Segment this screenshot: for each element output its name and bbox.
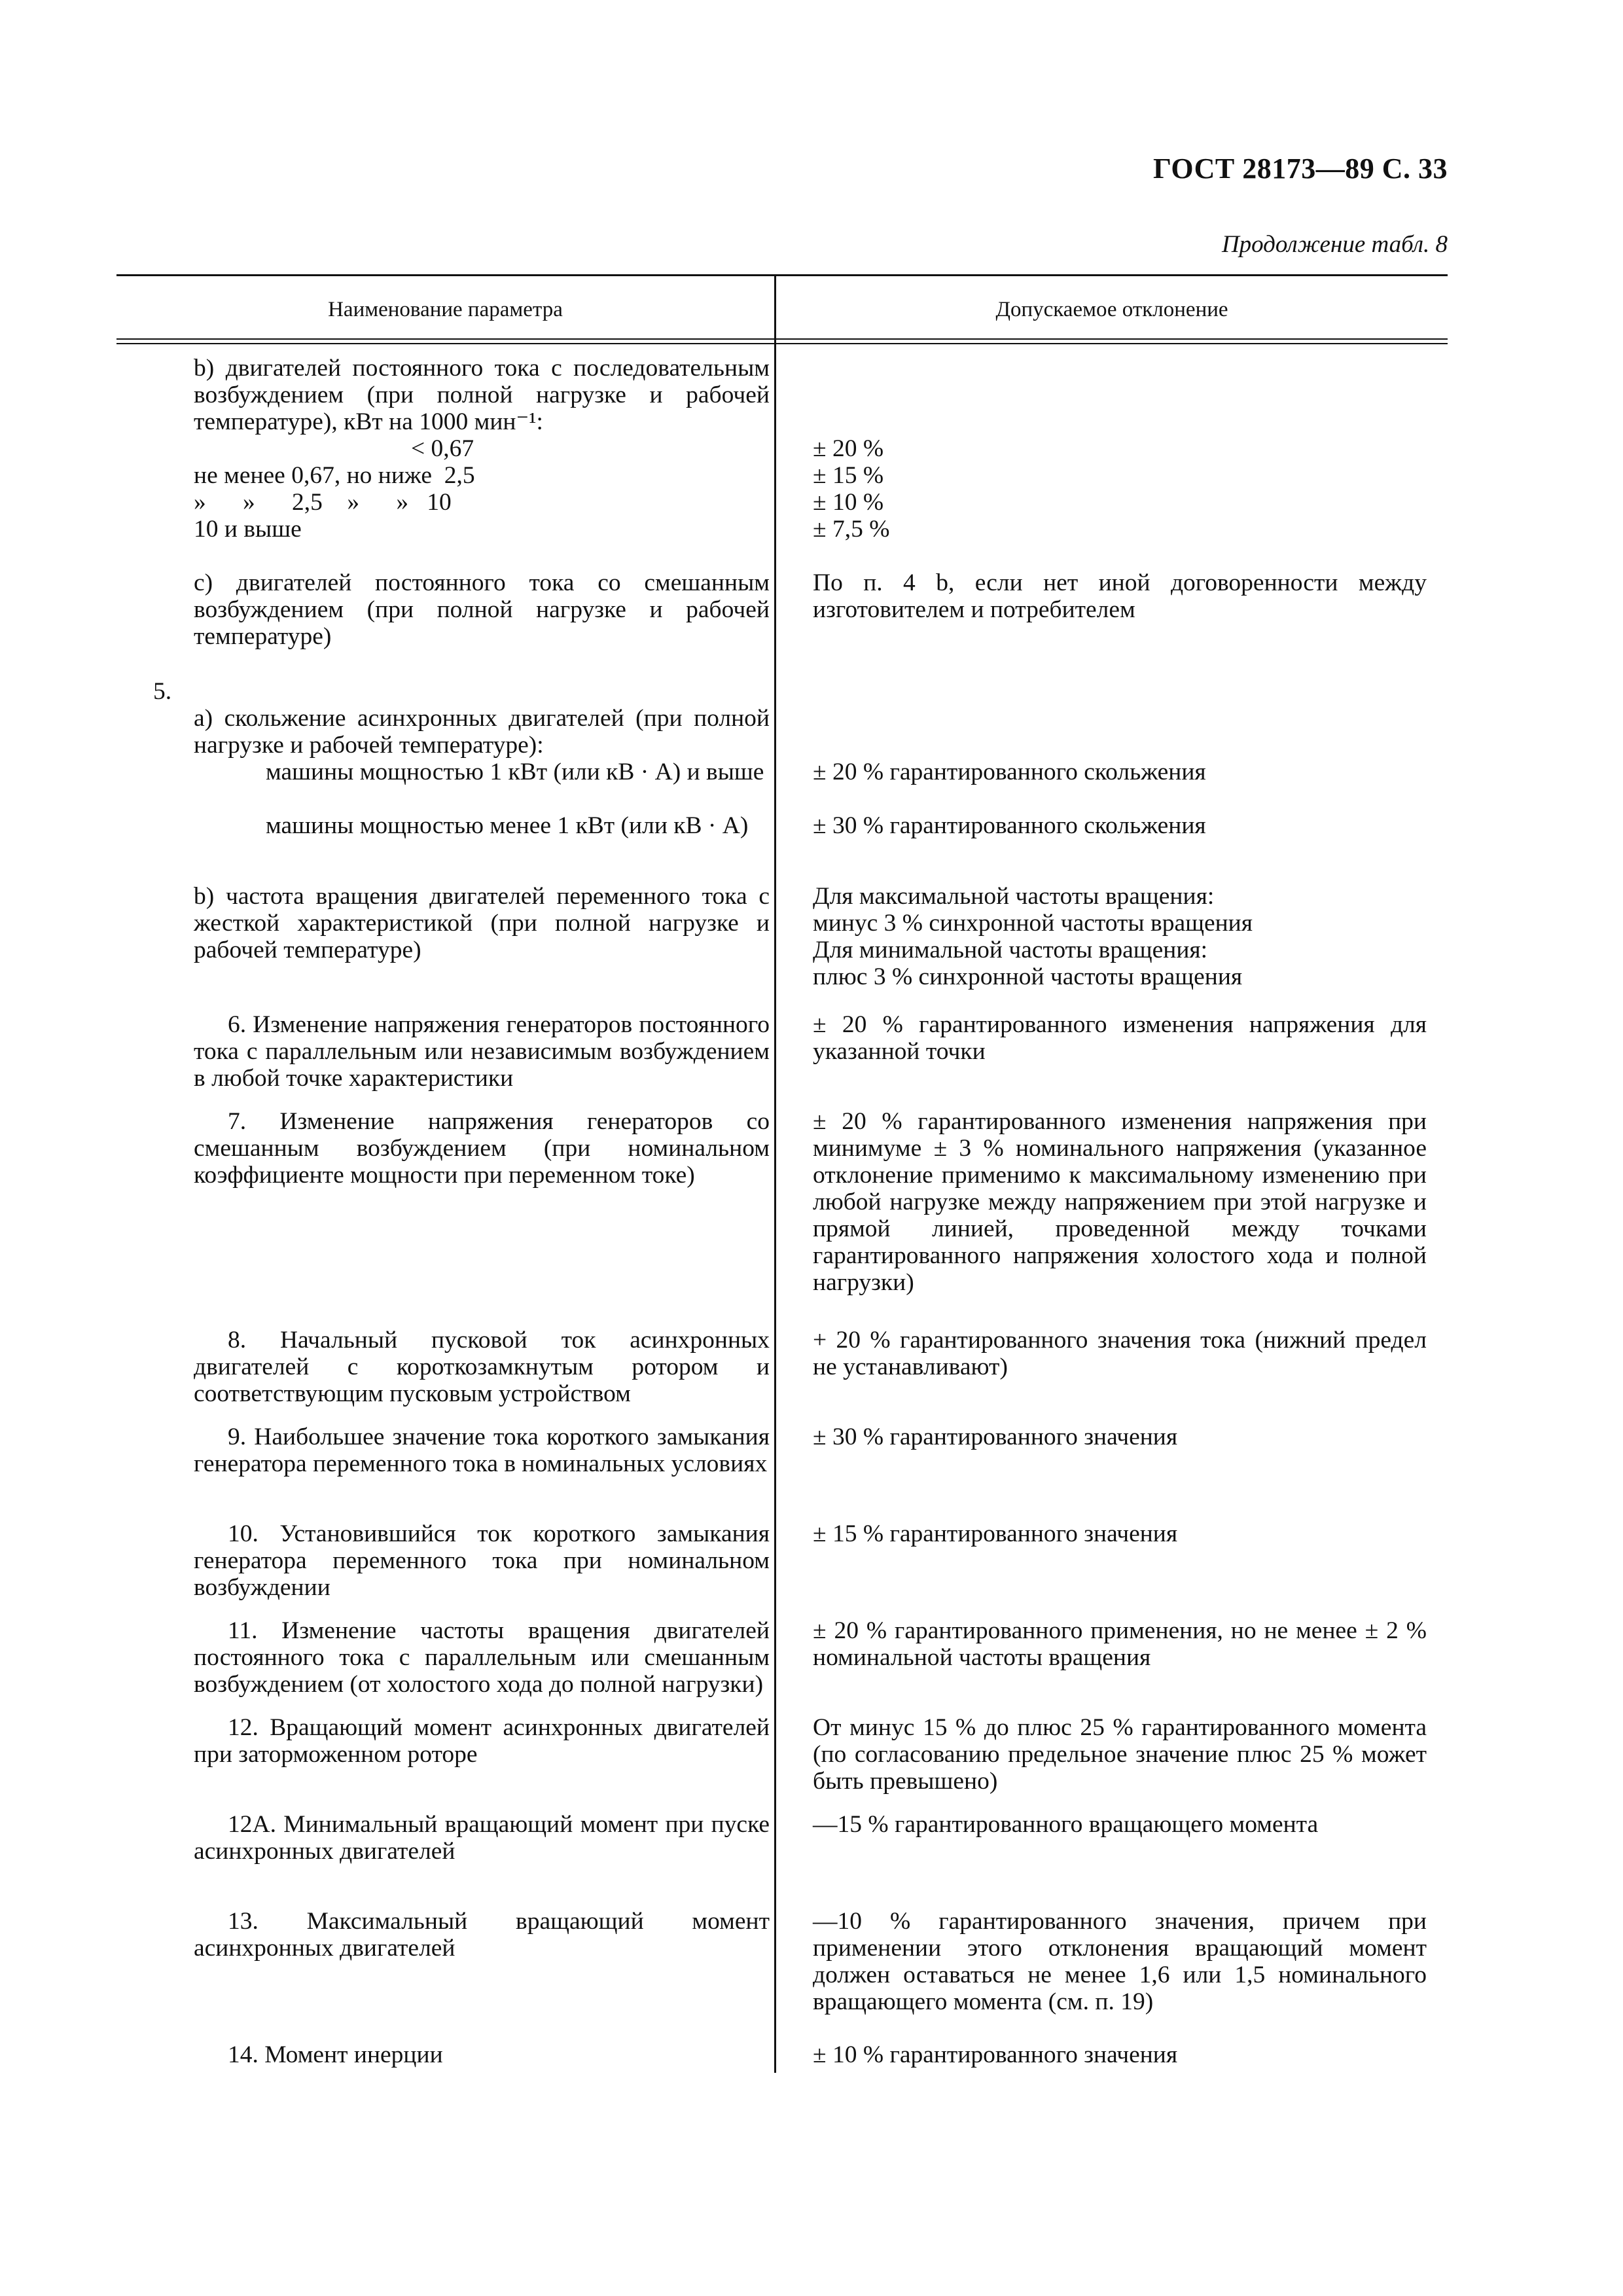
tolerance-4b-list (813, 435, 1427, 543)
tolerance-5b-list (813, 883, 1427, 990)
param-4c: с) двигателей постоянного тока со смешанным возбуждением (при полной нагрузке и рабочей температуре) (194, 569, 770, 650)
table-top-rule (116, 274, 1448, 276)
tolerance-14: ± 10 % гарантированного значения (813, 2041, 1178, 2068)
tolerance-10: ± 15 % гарантированного значения (813, 1520, 1178, 1547)
param-10: 10. Установившийся ток короткого замыкания генератора переменного тока при номинальном возбуждении (194, 1520, 770, 1601)
page-header: ГОСТ 28173—89 С. 33 (1152, 152, 1448, 185)
param-5a-sub2: машины мощностью менее 1 кВт (или кВ · А) (266, 812, 749, 839)
tolerance-4b-4: ± 7,5 % (813, 516, 890, 543)
param-9: 9. Наибольшее значение тока короткого замыкания генератора переменного тока в номинальных условиях (194, 1424, 770, 1477)
param-14: 14. Момент инерции (228, 2041, 443, 2068)
tolerance-12: От минус 15 % до плюс 25 % гарантированного момента (по согласованию предельное значение плюс 25 % может быть превышено) (813, 1714, 1427, 1795)
tolerance-4b-2: ± 15 % (813, 462, 884, 489)
param-4b-sub3: » » 2,5 » » 10 (194, 489, 452, 516)
param-12: 12. Вращающий момент асинхронных двигателей при заторможенном роторе (194, 1714, 770, 1768)
param-5b: b) частота вращения двигателей переменного тока с жесткой характеристикой (при полной нагрузке и рабочей температуре) (194, 883, 770, 963)
column-header-parameter: Наименование параметра (328, 298, 563, 321)
tolerance-5a-1: ± 20 % гарантированного скольжения (813, 759, 1206, 785)
param-5a: а) скольжение асинхронных двигателей (при полной нагрузке и рабочей температуре): (194, 705, 770, 759)
tolerance-4b-1: ± 20 % (813, 435, 884, 462)
tolerance-6: ± 20 % гарантированного изменения напряжения для указанной точки (813, 1011, 1427, 1065)
param-4b-sub-list (194, 462, 770, 543)
tolerance-11: ± 20 % гарантированного применения, но не менее ± 2 % номинальной частоты вращения (813, 1617, 1427, 1671)
param-7: 7. Изменение напряжения генераторов со смешанным возбуждением (при номинальном коэффициенте мощности при переменном токе) (194, 1108, 770, 1189)
param-4b: b) двигателей постоянного тока с последовательным возбуждением (при полной нагрузке и рабочей температуре), кВт на 1000 мин⁻¹: (194, 355, 770, 435)
tolerance-4b-3: ± 10 % (813, 489, 884, 516)
param-4b-sub4: 10 и выше (194, 516, 302, 543)
header-rule-lower (116, 343, 1448, 344)
tolerance-5b-2: минус 3 % синхронной частоты вращения (813, 910, 1253, 937)
param-13: 13. Максимальный вращающий момент асинхронных двигателей (194, 1908, 770, 1962)
tolerance-table (116, 274, 1448, 2073)
tolerance-4c: По п. 4 b, если нет иной договоренности между изготовителем и потребителем (813, 569, 1427, 623)
param-6: 6. Изменение напряжения генераторов постоянного тока с параллельным или независимым возбуждением в любой точке характеристики (194, 1011, 770, 1092)
tolerance-5b-3: Для минимальной частоты вращения: (813, 937, 1208, 963)
column-header-tolerance: Допускаемое отклонение (995, 298, 1228, 321)
param-12a: 12А. Минимальный вращающий момент при пуске асинхронных двигателей (194, 1811, 770, 1865)
tolerance-5b-1: Для максимальной частоты вращения: (813, 883, 1215, 910)
param-8: 8. Начальный пусковой ток асинхронных двигателей с короткозамкнутым ротором и соответствующим пусковым устройством (194, 1327, 770, 1407)
tolerance-5b-4: плюс 3 % синхронной частоты вращения (813, 963, 1243, 990)
tolerance-9: ± 30 % гарантированного значения (813, 1424, 1178, 1450)
table-continuation-label: Продолжение табл. 8 (1221, 231, 1448, 258)
param-5a-sub1: машины мощностью 1 кВт (или кВ · А) и выше (266, 759, 764, 785)
item-5-number: 5. (153, 678, 172, 705)
header-rule-upper (116, 338, 1448, 340)
tolerance-12a: —15 % гарантированного вращающего момента (813, 1811, 1319, 1838)
tolerance-8: + 20 % гарантированного значения тока (нижний предел не устанавливают) (813, 1327, 1427, 1380)
param-11: 11. Изменение частоты вращения двигателей постоянного тока с параллельным или смешанным возбуждением (от холостого хода до полной нагрузки) (194, 1617, 770, 1698)
tolerance-13: —10 % гарантированного значения, причем при применении этого отклонения вращающий момент должен оставаться не менее 1,6 или 1,5 номинального вращающего момента (см. п. 19) (813, 1908, 1427, 2015)
param-4b-sub1: < 0,67 (411, 435, 474, 462)
column-divider (774, 274, 776, 2073)
tolerance-5a-2: ± 30 % гарантированного скольжения (813, 812, 1206, 839)
param-4b-sub2: не менее 0,67, но ниже 2,5 (194, 462, 475, 489)
tolerance-7: ± 20 % гарантированного изменения напряжения при минимуме ± 3 % номинального напряжения (указанное отклонение применимо к максимальному изменению при любой нагрузке между напряжением при этой нагрузке и прямой линией, проведенной между точками гарантированного напряжения холостого хода и полной нагрузки) (813, 1108, 1427, 1296)
